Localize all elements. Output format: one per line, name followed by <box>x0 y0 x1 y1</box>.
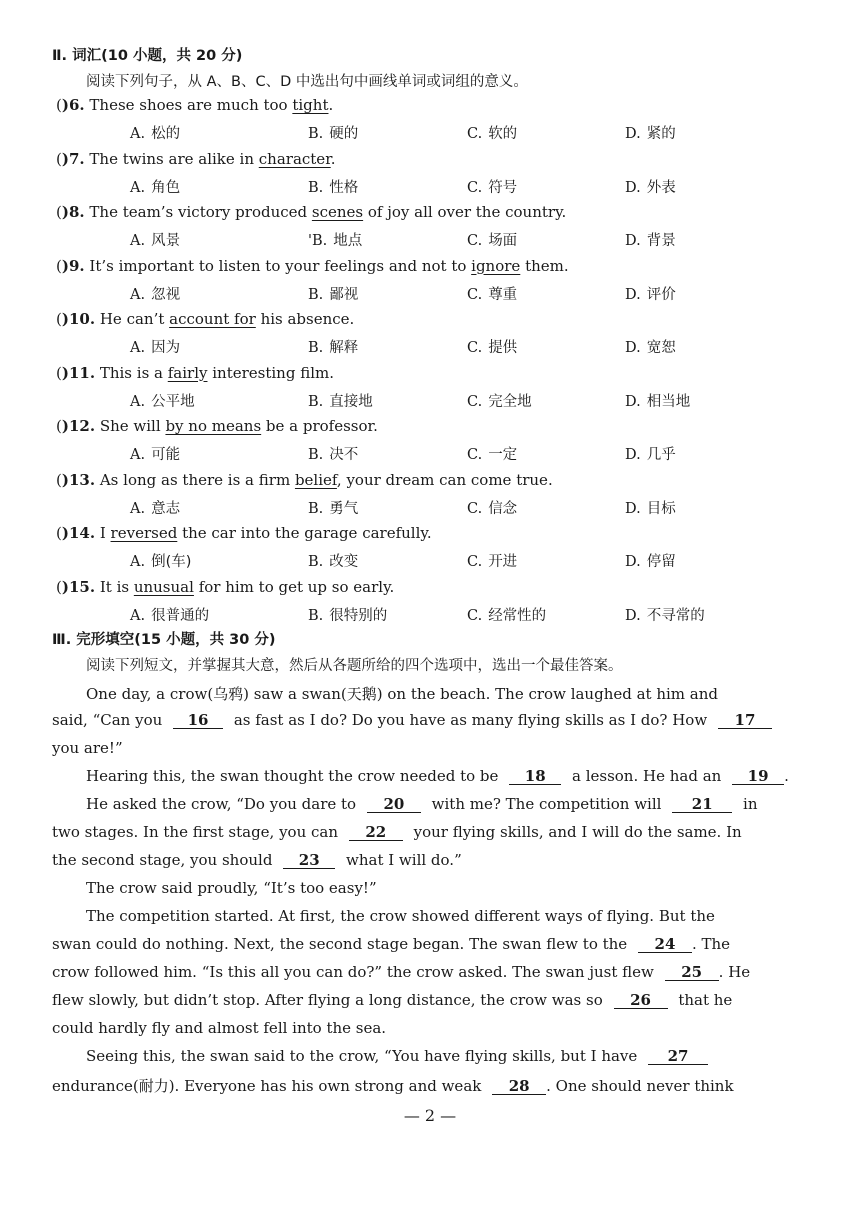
option-text: 外表 <box>646 179 676 196</box>
option-text: 性格 <box>329 179 359 196</box>
option-text: 直接地 <box>329 393 373 410</box>
option-text: 紧的 <box>646 126 676 142</box>
question-stem <box>56 471 553 489</box>
question-text: She will <box>99 417 166 435</box>
option-c[interactable] <box>467 390 532 411</box>
passage-text: you are!” <box>52 739 123 757</box>
passage-line <box>52 1019 386 1037</box>
option-letter: D. <box>625 126 641 142</box>
question-text: It’s important to listen to your feelings and not to <box>89 256 472 275</box>
question-text: of joy all over the country. <box>363 203 567 221</box>
blank-17[interactable]: 17 <box>718 712 772 729</box>
option-letter: D. <box>625 179 641 196</box>
passage-text: your flying skills, and I will do the same. In <box>413 823 742 841</box>
question-text: interesting film. <box>207 363 335 382</box>
passage-text: . One should never think <box>546 1077 734 1095</box>
option-text: 解释 <box>329 340 359 356</box>
option-b[interactable] <box>308 443 358 464</box>
passage-line <box>52 823 742 841</box>
passage-text: a lesson. He had an <box>571 767 722 785</box>
passage-text: that he <box>678 991 733 1009</box>
option-d[interactable] <box>625 336 676 357</box>
option-a[interactable] <box>130 336 180 357</box>
option-letter: C. <box>467 607 483 624</box>
option-d[interactable] <box>625 229 676 250</box>
option-b[interactable] <box>308 550 358 571</box>
passage-text: the second stage, you should <box>52 851 273 869</box>
option-a[interactable] <box>130 497 180 518</box>
option-letter: D. <box>625 340 641 356</box>
question-text: , your dream can come true. <box>336 470 553 489</box>
option-text: 鄙视 <box>329 286 359 303</box>
option-text: 一定 <box>488 447 518 463</box>
underlined-term: reversed <box>110 524 178 542</box>
blank-19[interactable]: 19 <box>732 768 784 785</box>
option-d[interactable] <box>625 550 676 571</box>
option-text: 硬的 <box>329 126 359 142</box>
option-letter: A. <box>130 126 146 142</box>
option-a[interactable] <box>130 229 180 250</box>
passage-text: two stages. In the first stage, you can <box>52 823 339 841</box>
passage-text: . He <box>718 963 751 981</box>
question-number: )12. <box>61 417 96 435</box>
passage-text: Seeing this, the swan said to the crow, “You have flying skills, but I have <box>86 1047 638 1065</box>
blank-25[interactable]: 25 <box>665 964 719 981</box>
option-letter: A. <box>130 233 146 249</box>
question-text: . <box>328 96 334 114</box>
option-d[interactable] <box>625 122 676 143</box>
underlined-term: character <box>258 149 331 168</box>
option-a[interactable] <box>130 122 180 143</box>
question-number: )7. <box>61 149 85 168</box>
option-text: 开进 <box>488 554 518 570</box>
option-letter: A. <box>130 340 146 356</box>
passage-text: could hardly fly and almost fell into the sea. <box>52 1019 387 1037</box>
option-letter: D. <box>625 233 641 249</box>
section-3-instruction: 阅读下列短文，并掌握其大意，然后从各题所给的四个选项中，选出一个最佳答案。 <box>86 658 623 674</box>
option-letter: A. <box>130 500 146 517</box>
answer-paren[interactable]: ( <box>56 524 62 542</box>
question-text: . <box>330 149 336 168</box>
option-a[interactable] <box>130 550 191 571</box>
section-2-title: Ⅱ. 词汇(10 小题，共 20 分) <box>52 48 243 64</box>
option-letter: C. <box>467 233 483 249</box>
option-b[interactable] <box>308 283 358 304</box>
passage-line <box>86 1047 708 1065</box>
option-d[interactable] <box>625 604 705 625</box>
answer-paren[interactable]: ( <box>56 577 62 596</box>
passage-text: The crow said proudly, “It’s too easy!” <box>86 879 377 897</box>
option-text: 勇气 <box>329 500 359 517</box>
option-letter: A. <box>130 447 146 463</box>
passage-line <box>86 795 757 813</box>
underlined-term: belief <box>294 470 337 489</box>
passage-text: in <box>743 795 758 813</box>
option-c[interactable] <box>467 122 517 143</box>
question-stem <box>56 364 334 382</box>
option-text: 软的 <box>488 126 518 142</box>
option-b[interactable] <box>308 497 358 518</box>
option-text: 风景 <box>151 233 181 249</box>
option-text: 停留 <box>646 554 676 570</box>
option-letter: C. <box>467 179 483 196</box>
option-letter: C. <box>467 500 483 517</box>
question-stem <box>56 257 569 275</box>
passage-text: The competition started. At first, the crow showed different ways of flying. But the <box>86 907 715 925</box>
option-text: 不寻常的 <box>646 607 705 624</box>
question-text: his absence. <box>255 310 355 328</box>
question-number: )8. <box>61 203 85 221</box>
option-text: 经常性的 <box>488 607 547 624</box>
blank-18[interactable]: 18 <box>509 768 561 785</box>
question-text: These shoes are much too <box>89 96 293 114</box>
underlined-term: fairly <box>167 363 208 382</box>
option-a[interactable] <box>130 604 209 625</box>
passage-line <box>52 991 732 1009</box>
passage-text: crow followed him. “Is this all you can do?” the crow asked. The swan just flew <box>52 963 654 981</box>
option-c[interactable] <box>467 229 517 250</box>
blank-16[interactable]: 16 <box>173 712 223 729</box>
passage-line <box>52 935 730 953</box>
option-text: 忽视 <box>151 286 181 303</box>
question-stem <box>56 150 336 168</box>
option-b[interactable] <box>308 336 358 357</box>
answer-paren[interactable]: ( <box>56 363 62 382</box>
option-text: 改变 <box>329 554 359 570</box>
passage-text: One day, a crow(乌鸦) saw a swan(天鹅) on the beach. The crow laughed at him and <box>86 685 718 703</box>
passage-text: He asked the crow, “Do you dare to <box>86 795 357 813</box>
option-c[interactable] <box>467 443 517 464</box>
option-a[interactable] <box>130 283 180 304</box>
answer-paren[interactable]: ( <box>56 96 62 114</box>
underlined-term: by no means <box>165 417 262 435</box>
option-text: 因为 <box>151 340 181 356</box>
question-number: )10. <box>61 310 96 328</box>
option-letter: B. <box>308 393 324 410</box>
option-letter: B. <box>308 500 324 517</box>
option-text: 意志 <box>151 500 181 517</box>
underlined-term: scenes <box>311 203 364 221</box>
option-d[interactable] <box>625 390 690 411</box>
question-number: )6. <box>61 96 85 114</box>
passage-text: with me? The competition will <box>431 795 662 813</box>
option-letter: B. <box>308 554 324 570</box>
blank-21[interactable]: 21 <box>672 796 732 813</box>
passage-line <box>86 907 715 925</box>
question-stem <box>56 310 354 328</box>
passage-line <box>52 711 772 729</box>
option-letter: C. <box>467 340 483 356</box>
option-text: 场面 <box>488 233 518 249</box>
question-text: I <box>99 524 111 542</box>
option-letter: D. <box>625 500 641 517</box>
option-text: 地点 <box>333 233 363 249</box>
option-a[interactable] <box>130 443 180 464</box>
question-text: The twins are alike in <box>89 149 259 168</box>
option-c[interactable] <box>467 604 546 625</box>
option-letter: A. <box>130 393 146 410</box>
underlined-term: ignore <box>471 256 521 275</box>
option-letter: D. <box>625 607 641 624</box>
passage-line <box>52 1075 734 1096</box>
passage-line <box>86 683 718 704</box>
option-b[interactable] <box>308 122 358 143</box>
question-text: As long as there is a firm <box>99 470 295 489</box>
option-letter: B. <box>308 179 324 196</box>
passage-line <box>52 739 123 757</box>
option-letter: A. <box>130 286 146 303</box>
option-letter: C. <box>467 393 483 410</box>
option-letter: B. <box>308 286 324 303</box>
option-letter: A. <box>130 607 146 624</box>
question-number: )13. <box>61 470 96 489</box>
option-c[interactable] <box>467 497 517 518</box>
answer-paren[interactable]: ( <box>56 256 62 275</box>
option-text: 相当地 <box>646 393 691 410</box>
blank-27[interactable]: 27 <box>648 1048 708 1065</box>
option-text: 信念 <box>488 500 518 517</box>
question-text: be a professor. <box>261 417 378 435</box>
option-a[interactable] <box>130 390 195 411</box>
blank-20[interactable]: 20 <box>367 796 421 813</box>
option-letter: C. <box>467 126 483 142</box>
underlined-term: unusual <box>133 577 194 596</box>
question-text: This is a <box>99 363 168 382</box>
option-text: 尊重 <box>488 286 518 303</box>
option-letter: B. <box>308 126 324 142</box>
answer-paren[interactable]: ( <box>56 310 62 328</box>
passage-text: said, “Can you <box>52 711 163 729</box>
question-stem <box>56 417 378 435</box>
option-a[interactable] <box>130 176 180 197</box>
answer-paren[interactable]: ( <box>56 470 62 489</box>
option-letter: B. <box>308 340 324 356</box>
option-letter: D. <box>625 554 641 570</box>
option-c[interactable] <box>467 176 517 197</box>
passage-text: Hearing this, the swan thought the crow needed to be <box>86 767 499 785</box>
section-2-instruction: 阅读下列句子，从 A、B、C、D 中选出句中画线单词或词组的意义。 <box>86 74 528 90</box>
option-text: 很特别的 <box>329 607 388 624</box>
blank-26[interactable]: 26 <box>614 992 668 1009</box>
question-text: them. <box>520 256 569 275</box>
passage-line <box>52 851 462 869</box>
option-letter: C. <box>467 554 483 570</box>
option-d[interactable] <box>625 497 676 518</box>
option-c[interactable] <box>467 283 517 304</box>
option-letter: C. <box>467 286 483 303</box>
blank-22[interactable]: 22 <box>349 824 403 841</box>
question-number: )15. <box>61 577 96 596</box>
passage-line <box>52 963 750 981</box>
blank-23[interactable]: 23 <box>283 852 335 869</box>
page-number: — 2 — <box>403 1106 457 1125</box>
option-text: 决不 <box>329 447 359 463</box>
passage-line <box>86 879 377 897</box>
option-text: 公平地 <box>151 393 195 410</box>
option-text: 完全地 <box>488 393 532 410</box>
option-text: 提供 <box>488 340 518 356</box>
option-text: 符号 <box>488 179 518 196</box>
option-b[interactable] <box>308 604 387 625</box>
option-text: 很普通的 <box>151 607 210 624</box>
option-letter: C. <box>467 447 483 463</box>
question-text: It is <box>99 577 134 596</box>
passage-line <box>86 767 789 785</box>
question-stem <box>56 203 566 221</box>
question-text: The team’s victory produced <box>89 203 312 221</box>
option-text: 角色 <box>151 179 181 196</box>
passage-text: . The <box>691 935 731 953</box>
option-letter: D. <box>625 393 641 410</box>
option-text: 几乎 <box>646 447 676 463</box>
option-b[interactable] <box>308 390 373 411</box>
passage-text: . <box>784 767 789 785</box>
answer-paren[interactable]: ( <box>56 149 62 168</box>
option-text: 背景 <box>646 233 676 249</box>
question-number: )14. <box>61 524 96 542</box>
option-letter: D. <box>625 447 641 463</box>
question-text: He can’t <box>99 310 170 328</box>
question-text: for him to get up so early. <box>193 577 395 596</box>
option-text: 可能 <box>151 447 181 463</box>
option-letter: D. <box>625 286 641 303</box>
option-c[interactable] <box>467 336 517 357</box>
option-letter: B. <box>308 607 324 624</box>
option-letter: A. <box>130 179 146 196</box>
question-stem <box>56 96 333 114</box>
answer-paren[interactable]: ( <box>56 417 62 435</box>
passage-text: swan could do nothing. Next, the second stage began. The swan flew to the <box>52 935 628 953</box>
option-d[interactable] <box>625 283 676 304</box>
option-text: 松的 <box>151 126 181 142</box>
underlined-term: tight <box>292 96 329 114</box>
option-text: 目标 <box>646 500 676 517</box>
section-3-title: Ⅲ. 完形填空(15 小题，共 30 分) <box>52 632 276 648</box>
passage-text: what I will do.” <box>346 851 462 869</box>
option-d[interactable] <box>625 443 676 464</box>
question-number: )11. <box>61 363 96 382</box>
passage-text: endurance(耐力). Everyone has his own strong and weak <box>52 1077 482 1095</box>
question-text: the car into the garage carefully. <box>177 524 432 542</box>
blank-28[interactable]: 28 <box>492 1078 546 1095</box>
option-d[interactable] <box>625 176 676 197</box>
underlined-term: account for <box>169 310 256 328</box>
passage-text: flew slowly, but didn’t stop. After flying a long distance, the crow was so <box>52 991 603 1009</box>
option-letter: A. <box>130 554 146 570</box>
option-b[interactable] <box>308 176 358 197</box>
option-text: 倒(车) <box>151 554 192 570</box>
question-number: )9. <box>61 256 85 275</box>
option-letter: B. <box>308 447 324 463</box>
blank-24[interactable]: 24 <box>638 936 692 953</box>
answer-paren[interactable]: ( <box>56 203 62 221</box>
passage-text: as fast as I do? Do you have as many flying skills as I do? How <box>233 711 708 729</box>
option-letter: 'B. <box>308 233 328 249</box>
question-stem <box>56 524 432 542</box>
question-stem <box>56 578 394 596</box>
option-b[interactable] <box>308 229 362 250</box>
option-text: 宽恕 <box>646 340 676 356</box>
option-c[interactable] <box>467 550 517 571</box>
option-text: 评价 <box>646 286 676 303</box>
